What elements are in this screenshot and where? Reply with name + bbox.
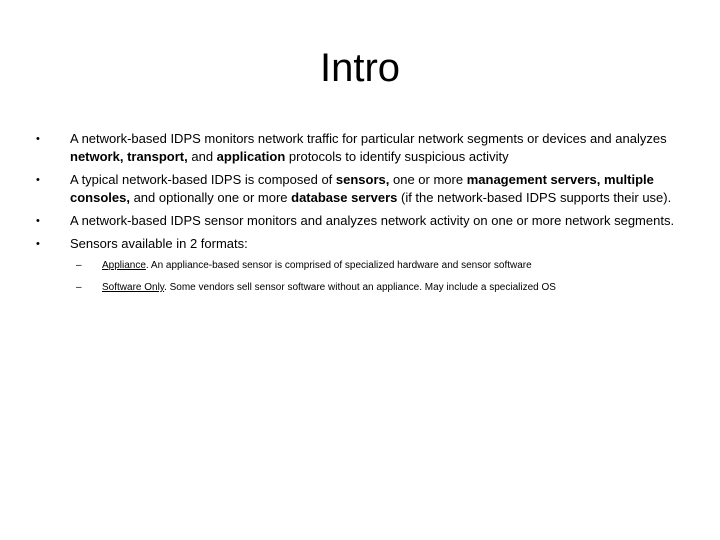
text-run: (if the network-based IDPS supports their use).: [397, 190, 672, 205]
bullet-item: [36, 235, 686, 253]
text-run: and optionally one or more: [129, 190, 292, 205]
sub-bullet-marker: –: [76, 260, 82, 271]
bold-text-run: sensors,: [335, 172, 390, 187]
text-run: one or more: [389, 172, 467, 187]
text-run: and: [187, 149, 217, 164]
bullet-item: [36, 130, 686, 166]
text-run: . An appliance-based sensor is comprised of specialized hardware and sensor software: [145, 260, 532, 271]
sub-bullet-text: [102, 282, 556, 293]
bullet-marker: •: [36, 215, 40, 227]
text-run: protocols to identify suspicious activity: [285, 149, 509, 164]
bullet-marker: •: [36, 133, 40, 145]
bullet-marker: •: [36, 174, 40, 186]
bold-text-run: management servers, multiple consoles,: [70, 172, 654, 205]
bullet-list: [36, 130, 686, 303]
sub-bullet-item: [36, 259, 686, 273]
bold-text-run: network, transport,: [70, 149, 188, 164]
bullet-text: A network-based IDPS sensor monitors and analyzes network activity on one or more network segments.: [70, 213, 675, 228]
bold-text-run: database servers: [291, 190, 398, 205]
bullet-text: Sensors available in 2 formats:: [70, 236, 248, 251]
bullet-item: [36, 212, 686, 230]
sub-bullet-marker: –: [76, 282, 82, 293]
text-run: A network-based IDPS monitors network traffic for particular network segments or devices and analyzes: [70, 131, 667, 146]
bullet-text: [70, 172, 671, 205]
text-run: . Some vendors sell sensor software without an appliance. May include a specialized OS: [164, 282, 556, 293]
sub-bullet-text: [102, 260, 532, 271]
sub-bullet-item: [36, 281, 686, 295]
bullet-marker: •: [36, 238, 40, 250]
text-run: A typical network-based IDPS is composed of: [70, 172, 336, 187]
underlined-text-run: Appliance: [102, 260, 146, 271]
underlined-text-run: Software Only: [102, 282, 165, 293]
bullet-text: [70, 131, 667, 164]
bold-text-run: application: [216, 149, 286, 164]
bullet-item: [36, 171, 686, 207]
slide-title: Intro: [319, 46, 401, 90]
